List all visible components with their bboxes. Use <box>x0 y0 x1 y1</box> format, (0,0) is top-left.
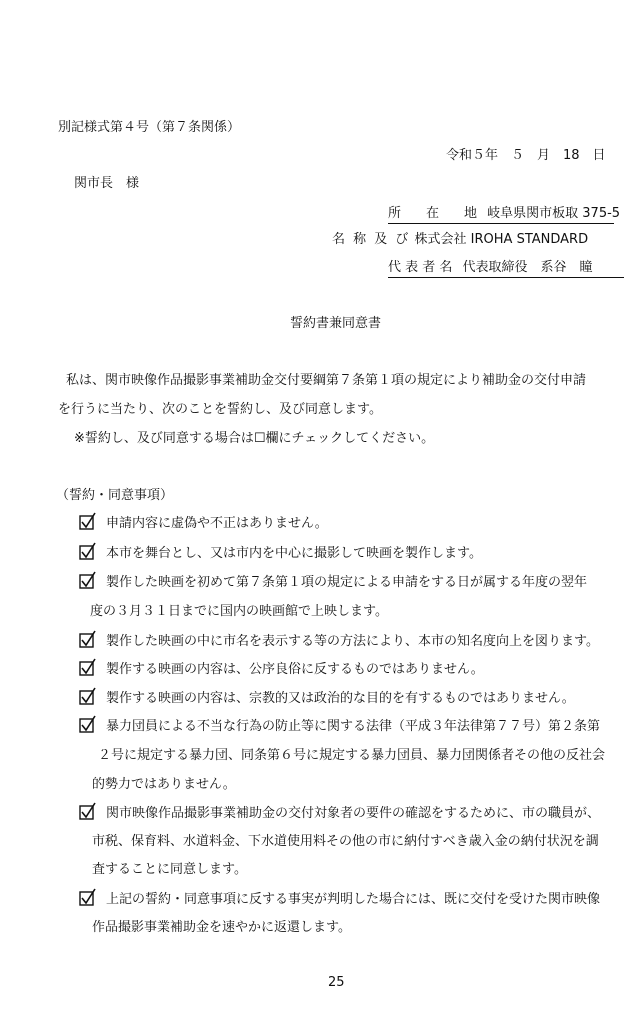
checkbox-item-6[interactable] <box>80 691 93 704</box>
checkbox-item-3[interactable] <box>80 575 93 588</box>
item-text: 製作する映画の内容は、公序良俗に反するものではありません。 <box>106 662 484 677</box>
document-title: 誓約書兼同意書 <box>290 316 382 331</box>
checkbox-item-8[interactable] <box>80 806 93 819</box>
checkbox-item-9[interactable] <box>80 892 93 905</box>
checkbox-checked-icon <box>80 572 96 590</box>
item-text: 暴力団員による不当な行為の防止等に関する法律（平成３年法律第７７号）第２条第 <box>106 719 601 734</box>
form-label: 別記様式第４号（第７条関係） <box>58 120 241 135</box>
checkbox-checked-icon <box>80 659 96 677</box>
item-text: 市税、保育料、水道料金、下水道使用料その他の市に納付すべき歳入金の納付状況を調 <box>92 834 599 849</box>
rep-label: 代 表 者 名 <box>388 260 453 275</box>
item-text: ２号に規定する暴力団、同条第６号に規定する暴力団員、暴力団関係者その他の反社会 <box>98 748 606 763</box>
address-row <box>388 206 621 224</box>
checkbox-item-4[interactable] <box>80 634 93 647</box>
checkbox-checked-icon <box>80 688 96 706</box>
item-text: 本市を舞台とし、又は市内を中心に撮影して映画を製作します。 <box>106 546 482 561</box>
checkbox-checked-icon <box>80 803 96 821</box>
item-text: 査することに同意します。 <box>92 862 247 877</box>
address-label: 所 在 地 <box>388 206 484 221</box>
checkbox-checked-icon <box>80 513 96 531</box>
item-text: 申請内容に虚偽や不正はありません。 <box>106 516 328 531</box>
item-text: 作品撮影事業補助金を速やかに返還します。 <box>92 920 351 935</box>
address-value: 岐阜県関市板取 375-5 <box>487 206 621 221</box>
checkbox-item-2[interactable] <box>80 546 93 559</box>
checkbox-checked-icon <box>80 543 96 561</box>
page-number: 25 <box>328 975 345 990</box>
name-label: 名 称 及 び <box>332 232 411 247</box>
checkbox-checked-icon <box>80 716 96 734</box>
intro-line: 私は、関市映像作品撮影事業補助金交付要綱第７条第１項の規定により補助金の交付申請 <box>66 373 587 388</box>
item-text: 製作する映画の内容は、宗教的又は政治的な目的を有するものではありません。 <box>106 691 575 706</box>
date: 令和５年 ５ 月 18 日 <box>446 148 606 163</box>
checkbox-item-5[interactable] <box>80 662 93 675</box>
note: ※誓約し、及び同意する場合は☐欄にチェックしてください。 <box>74 431 435 446</box>
checkbox-item-7[interactable] <box>80 719 93 732</box>
name-value: 株式会社 IROHA STANDARD <box>414 232 589 247</box>
item-text: 製作した映画を初めて第７条第１項の規定による申請をする日が属する年度の翌年 <box>106 575 588 590</box>
section-heading: （誓約・同意事項） <box>56 488 174 503</box>
checkbox-checked-icon <box>80 631 96 649</box>
intro-line: を行うに当たり、次のことを誓約し、及び同意します。 <box>58 402 382 417</box>
rep-value: 代表取締役 系谷 瞳 <box>462 260 593 275</box>
item-text: 関市映像作品撮影事業補助金の交付対象者の要件の確認をするために、市の職員が、 <box>106 806 601 821</box>
rep-row <box>388 260 624 278</box>
name-row <box>332 232 588 248</box>
item-text: 製作した映画の中に市名を表示する等の方法により、本市の知名度向上を図ります。 <box>106 634 599 649</box>
item-text: 上記の誓約・同意事項に反する事実が判明した場合には、既に交付を受けた関市映像 <box>106 892 601 907</box>
item-text: 度の３月３１日までに国内の映画館で上映します。 <box>90 604 388 619</box>
item-text: 的勢力ではありません。 <box>92 777 236 792</box>
checkbox-checked-icon <box>80 889 96 907</box>
addressee: 関市長 様 <box>74 176 140 191</box>
checkbox-item-1[interactable] <box>80 516 93 529</box>
